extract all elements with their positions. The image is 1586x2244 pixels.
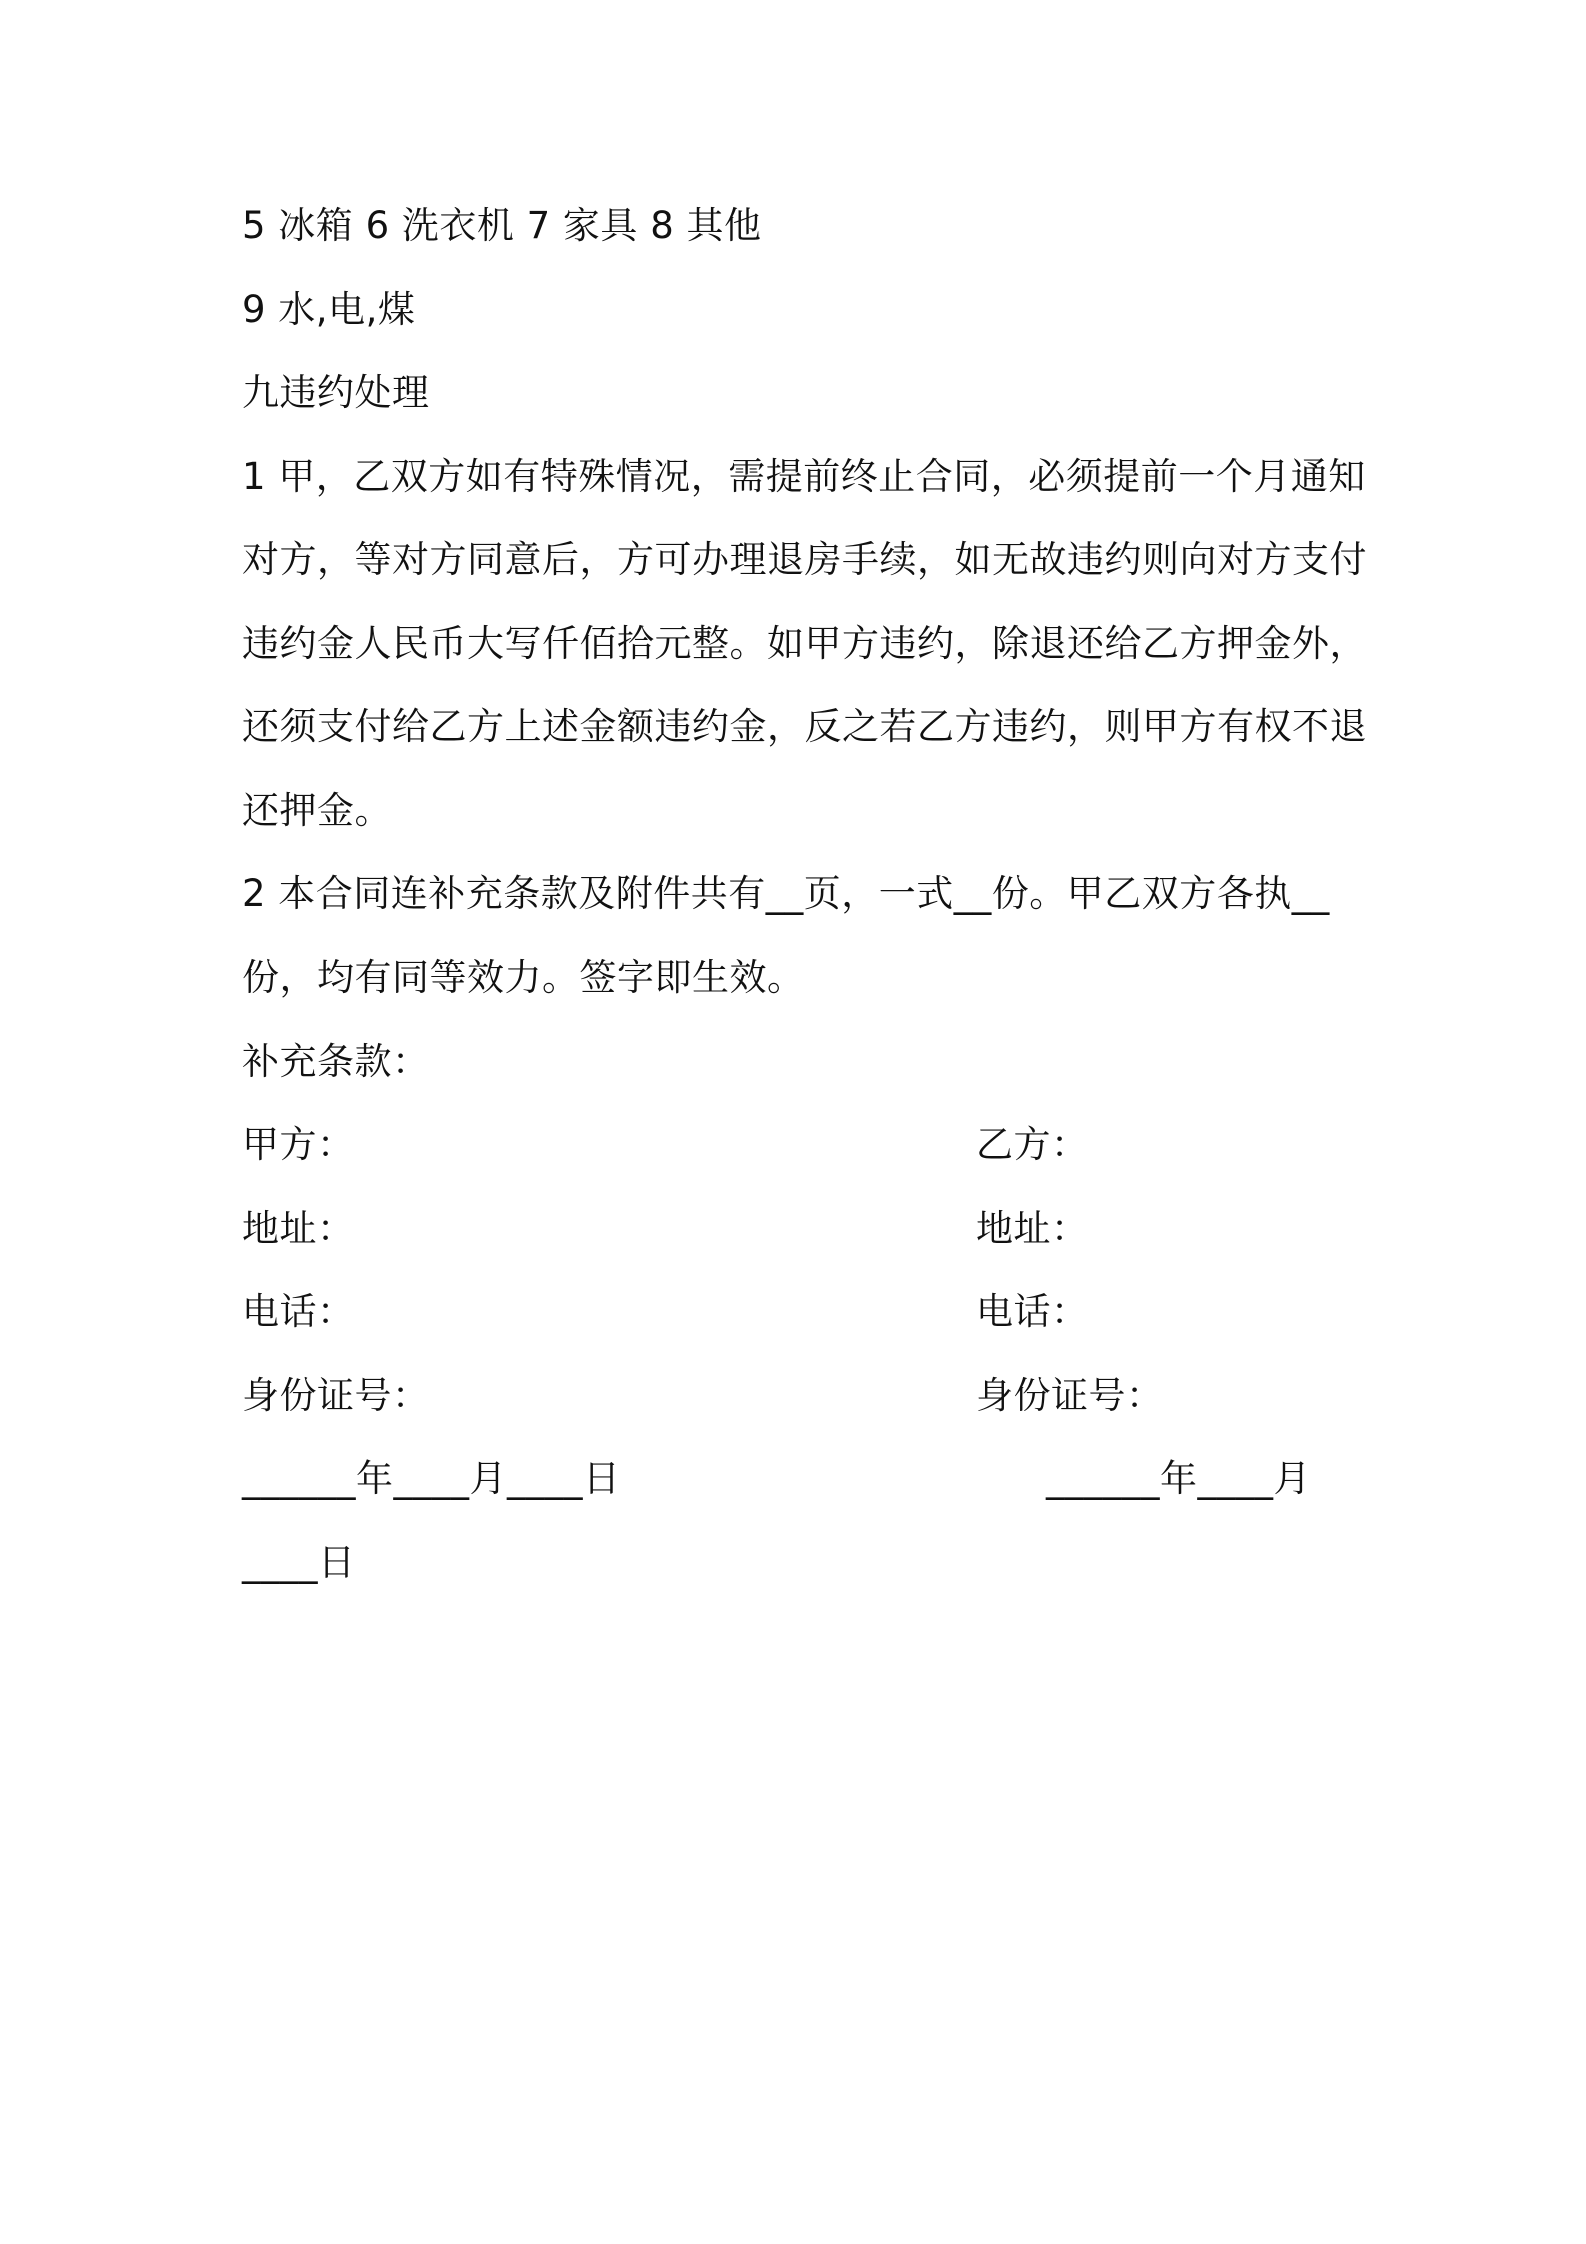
clause-1-line-1: 1 甲，乙双方如有特殊情况，需提前终止合同，必须提前一个月通知 — [242, 455, 1366, 498]
clause-1-line-5: 还押金。 — [242, 789, 392, 832]
party-a-date: ______年____月____日 — [242, 1457, 621, 1500]
party-a-address-label: 地址： — [242, 1207, 355, 1250]
clause-1-line-2: 对方，等对方同意后，方可办理退房手续，如无故违约则向对方支付 — [242, 538, 1367, 581]
section-heading-breach: 九违约处理 — [242, 371, 430, 414]
party-a-phone-label: 电话： — [242, 1290, 355, 1333]
party-b-date-line-2: ____日 — [242, 1541, 356, 1584]
clause-1-line-4: 还须支付给乙方上述金额违约金，反之若乙方违约，则甲方有权不退 — [242, 705, 1367, 748]
appliance-list-line: 5 冰箱 6 洗衣机 7 家具 8 其他 — [242, 204, 762, 247]
supplementary-terms-label: 补充条款： — [242, 1040, 430, 1083]
clause-2-line-1: 2 本合同连补充条款及附件共有__页，一式__份。甲乙双方各执__ — [242, 872, 1330, 915]
party-b-phone-label: 电话： — [976, 1290, 1089, 1333]
party-b-id-label: 身份证号： — [976, 1374, 1164, 1417]
clause-2-line-2: 份，均有同等效力。签字即生效。 — [242, 956, 805, 999]
clause-1-line-3: 违约金人民币大写仟佰拾元整。如甲方违约，除退还给乙方押金外， — [242, 622, 1367, 665]
party-a-label: 甲方： — [242, 1123, 355, 1166]
party-a-id-label: 身份证号： — [242, 1374, 430, 1417]
party-b-address-label: 地址： — [976, 1207, 1089, 1250]
party-b-date-line-1: ______年____月 — [1046, 1457, 1311, 1500]
utilities-line: 9 水,电,煤 — [242, 288, 416, 331]
party-b-label: 乙方： — [976, 1123, 1089, 1166]
